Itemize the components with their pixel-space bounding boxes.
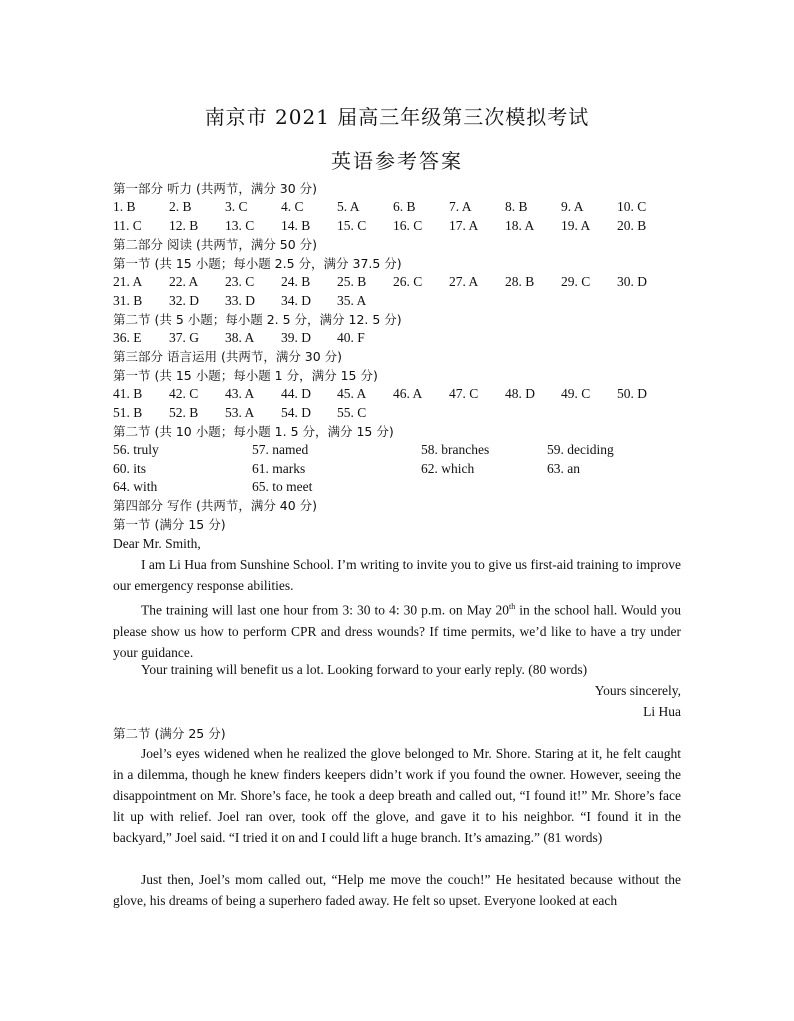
answer-item: 61. marks (252, 461, 306, 476)
letter-paragraph-3: Your training will benefit us a lot. Looking forward to your early reply. (80 words) (141, 662, 588, 677)
answer-item: 7. A (449, 199, 472, 214)
answer-item: 32. D (169, 293, 199, 308)
answer-item: 34. D (281, 293, 311, 308)
answer-item: 19. A (561, 218, 591, 233)
part3-heading: 第三部分 语言运用 (共两节，满分 30 分) (113, 349, 343, 364)
part1-heading: 第一部分 听力 (共两节，满分 30 分) (113, 181, 318, 196)
answer-item: 12. B (169, 218, 199, 233)
answer-item: 57. named (252, 442, 309, 457)
answer-item: 52. B (169, 405, 199, 420)
answer-item: 13. C (225, 218, 255, 233)
answer-item: 18. A (505, 218, 535, 233)
answer-item: 24. B (281, 274, 311, 289)
answer-item: 29. C (561, 274, 591, 289)
answer-item: 11. C (113, 218, 142, 233)
answer-item: 43. A (225, 386, 255, 401)
answer-item: 53. A (225, 405, 255, 420)
part2-heading: 第二部分 阅读 (共两节，满分 50 分) (113, 237, 318, 252)
answer-item: 44. D (281, 386, 311, 401)
letter-paragraph-1: I am Li Hua from Sunshine School. I’m writing to invite you to give us first-aid training to improve our emergency response abilities. (113, 557, 681, 593)
part2-section1-heading: 第一节 (共 15 小题；每小题 2.5 分，满分 37.5 分) (113, 256, 402, 271)
answer-item: 21. A (113, 274, 143, 289)
document-title: 南京市 2021 届高三年级第三次模拟考试 (204, 105, 590, 129)
answer-item: 60. its (113, 461, 147, 476)
answer-item: 26. C (393, 274, 423, 289)
answer-item: 50. D (617, 386, 647, 401)
answer-item: 15. C (337, 218, 367, 233)
answer-item: 54. D (281, 405, 311, 420)
part2-section2-heading: 第二节 (共 5 小题；每小题 2. 5 分，满分 12. 5 分) (113, 312, 402, 327)
answer-item: 8. B (505, 199, 528, 214)
answer-item: 62. which (421, 461, 475, 476)
letter-paragraph-2-text: The training will last one hour from 3: 30 to 4: 30 p.m. on May 20 (141, 602, 510, 618)
part3-section2-heading: 第二节 (共 10 小题；每小题 1. 5 分，满分 15 分) (113, 424, 394, 439)
answer-item: 5. A (337, 199, 360, 214)
story-paragraph-1: Joel’s eyes widened when he realized the glove belonged to Mr. Shore. Staring at it, he felt caught in a dilemma, though he knew finders keepers didn’t work if you found the owner. However, seeing the disappointment on Mr. Shore’s face, he took a deep breath and called out, “I found it!” Mr. Shore’s face lit up with relief. Joel ran over, took off the glove, and gave it to his neighbor. “I found it in the backyard,” Joel said. “I tried it on and I could lift a huge branch. It’s amazing.” (81 words) (113, 746, 681, 845)
answer-item: 56. truly (113, 442, 159, 457)
letter-paragraph-2 (113, 596, 681, 663)
answer-item: 49. C (561, 386, 591, 401)
answer-item: 58. branches (421, 442, 490, 457)
answer-item: 3. C (225, 199, 248, 214)
part3-section1-heading: 第一节 (共 15 小题；每小题 1 分，满分 15 分) (113, 368, 378, 383)
answer-item: 41. B (113, 386, 143, 401)
answer-item: 33. D (225, 293, 255, 308)
answer-item: 47. C (449, 386, 479, 401)
answer-item: 30. D (617, 274, 647, 289)
letter-salutation: Dear Mr. Smith, (113, 536, 201, 551)
answer-item: 38. A (225, 330, 255, 345)
answer-item: 14. B (281, 218, 311, 233)
letter-paragraph-2-text-cont: in the school hall. Would you please show us how to perform CPR and dress wounds? If time permits, we’d like to have a try under your guidance. (113, 602, 681, 660)
answer-item: 1. B (113, 199, 136, 214)
answer-item: 45. A (337, 386, 367, 401)
answer-item: 17. A (449, 218, 479, 233)
part4-section2-heading: 第二节 (满分 25 分) (113, 726, 226, 741)
answer-item: 55. C (337, 405, 367, 420)
answer-item: 23. C (225, 274, 255, 289)
answer-item: 36. E (113, 330, 142, 345)
story-paragraph-2: Just then, Joel’s mom called out, “Help me move the couch!” He hesitated because without the glove, his dreams of being a superhero faded away. He felt so upset. Everyone looked at each (113, 872, 681, 908)
part4-section1-heading: 第一节 (满分 15 分) (113, 517, 226, 532)
answer-item: 40. F (337, 330, 365, 345)
document-subtitle: 英语参考答案 (331, 149, 463, 173)
answer-item: 31. B (113, 293, 143, 308)
answer-item: 64. with (113, 479, 158, 494)
answer-item: 39. D (281, 330, 311, 345)
answer-item: 9. A (561, 199, 584, 214)
answer-item: 25. B (337, 274, 367, 289)
letter-closing: Yours sincerely, (594, 683, 681, 698)
letter-signature: Li Hua (643, 704, 681, 719)
answer-item: 37. G (169, 330, 199, 345)
part4-heading: 第四部分 写作 (共两节，满分 40 分) (113, 498, 318, 513)
answer-item: 63. an (547, 461, 580, 476)
answer-item: 20. B (617, 218, 647, 233)
answer-item: 35. A (337, 293, 367, 308)
answer-item: 10. C (617, 199, 647, 214)
answer-item: 59. deciding (547, 442, 614, 457)
answer-item: 28. B (505, 274, 535, 289)
answer-item: 48. D (505, 386, 535, 401)
answer-item: 51. B (113, 405, 143, 420)
answer-item: 27. A (449, 274, 479, 289)
answer-item: 46. A (393, 386, 423, 401)
answer-item: 6. B (393, 199, 416, 214)
ordinal-suffix: th (509, 602, 516, 611)
answer-item: 2. B (169, 199, 192, 214)
answer-item: 22. A (169, 274, 199, 289)
answer-item: 65. to meet (252, 479, 313, 494)
answer-item: 16. C (393, 218, 423, 233)
answer-item: 4. C (281, 199, 304, 214)
answer-item: 42. C (169, 386, 199, 401)
